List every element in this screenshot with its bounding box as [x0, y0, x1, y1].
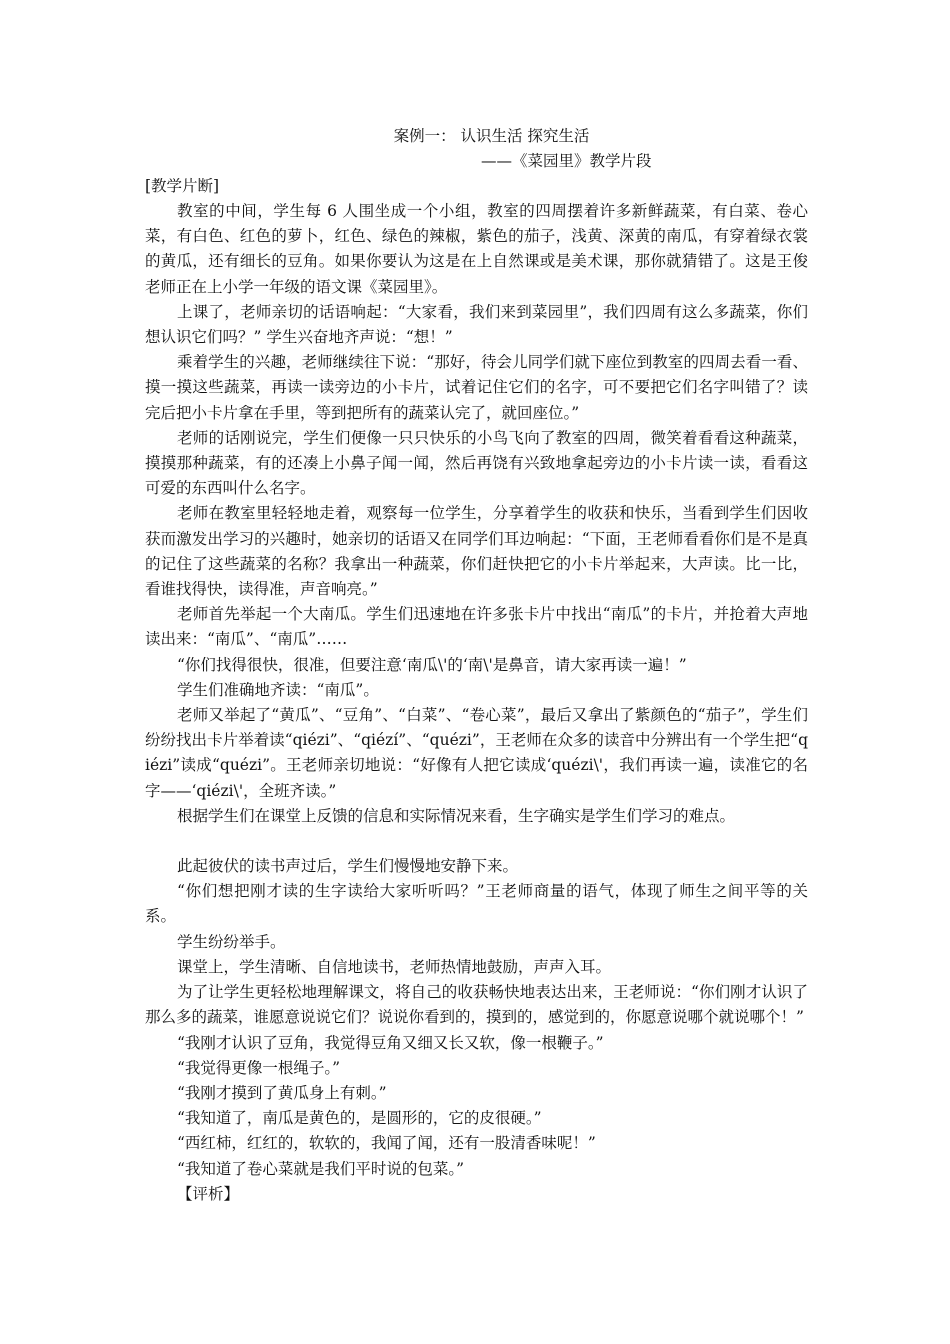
student-quote: “我刚才摸到了黄瓜身上有刺。” — [177, 1083, 387, 1102]
document-subtitle: ——《菜园里》教学片段 — [481, 152, 652, 170]
paragraph: “你们想把刚才读的生字读给大家听听吗？”王老师商量的语气，体现了师生之间平等的关系。 — [145, 882, 808, 926]
student-quote: “西红柿，红红的，软软的，我闻了闻，还有一股清香味呢！” — [177, 1134, 596, 1153]
paragraph: 老师在教室里轻轻地走着，观察每一位学生，分享着学生的收获和快乐，当看到学生们因收获而激发出学习的兴趣时，她亲切的话语又在同学们耳边响起：“下面，王老师看看你们是不是真的记住了这些蔬菜的名称？我拿出一种蔬菜，你们赶快把它的小卡片举起来，大声读。比一比，看谁找得快，读得准，声音响亮。” — [145, 504, 808, 599]
paragraph: 课堂上，学生清晰、自信地读书，老师热情地鼓励，声声入耳。 — [177, 957, 612, 976]
student-quote: “我刚才认识了豆角，我觉得豆角又细又长又软，像一根鞭子。” — [177, 1033, 604, 1052]
paragraph: 学生们准确地齐读：“南瓜”。 — [177, 680, 379, 699]
body-part-1 — [145, 199, 808, 829]
blank-line — [145, 829, 808, 854]
student-quotes — [145, 1031, 808, 1182]
paragraph: 为了让学生更轻松地理解课文，将自己的收获畅快地表达出来，王老师说：“你们刚才认识了那么多的蔬菜，谁愿意说说它们？说说你看到的，摸到的，感觉到的，你愿意说哪个就说哪个！” — [145, 983, 808, 1027]
document-page — [145, 124, 808, 1207]
paragraph: 老师首先举起一个大南瓜。学生们迅速地在许多张卡片中找出“南瓜”的卡片，并抢着大声地读出来：“南瓜”、“南瓜”…… — [145, 605, 808, 649]
paragraph: 乘着学生的兴趣，老师继续往下说：“那好，待会儿同学们就下座位到教室的四周去看一看、摸一摸这些蔬菜，再读一读旁边的小卡片，试着记住它们的名字，可不要把它们名字叫错了？读完后把小卡片拿在手里，等到把所有的蔬菜认完了，就回座位。” — [145, 353, 808, 422]
paragraph: 老师又举起了“黄瓜”、“豆角”、“白菜”、“卷心菜”，最后又拿出了紫颜色的“茄子”，学生们纷纷找出卡片举着读“qiézi”、“qiézí”、“quézi”，王老师在众多的读音中分辨出有一个学生把“qiézi”读成“quézi”。王老师亲切地说：“好像有人把它读成‘quézi\'，我们再读一遍，读准它的名字——‘qiézi\'，全班齐读。” — [145, 706, 808, 800]
paragraph: 老师的话刚说完，学生们便像一只只快乐的小鸟飞向了教室的四周，微笑着看看这种蔬菜，摸摸那种蔬菜，有的还凑上小鼻子闻一闻，然后再饶有兴致地拿起旁边的小卡片读一读，看看这可爱的东西叫什么名字。 — [145, 428, 808, 498]
paragraph: 根据学生们在课堂上反馈的信息和实际情况来看，生字确实是学生们学习的难点。 — [177, 806, 736, 825]
paragraph: “你们找得很快，很准，但要注意‘南瓜\'的‘南\'是鼻音，请大家再读一遍！” — [177, 655, 687, 674]
student-quote: “我知道了卷心菜就是我们平时说的包菜。” — [177, 1159, 465, 1178]
document-title: 案例一： 认识生活 探究生活 — [393, 127, 590, 145]
student-quote: “我觉得更像一根绳子。” — [177, 1058, 341, 1077]
student-quote: “我知道了，南瓜是黄色的，是圆形的，它的皮很硬。” — [177, 1109, 542, 1128]
paragraph: 上课了，老师亲切的话语响起：“大家看，我们来到菜园里”，我们四周有这么多蔬菜，你们想认识它们吗？” 学生兴奋地齐声说：“想！” — [145, 302, 808, 347]
body-part-2 — [145, 854, 808, 1030]
paragraph: 此起彼伏的读书声过后，学生们慢慢地安静下来。 — [177, 857, 519, 876]
section-label: [教学片断] — [145, 177, 220, 195]
review-label: 【评析】 — [177, 1184, 240, 1203]
paragraph: 学生纷纷举手。 — [177, 932, 286, 951]
paragraph: 教室的中间，学生每 6 人围坐成一个小组，教室的四周摆着许多新鲜蔬菜，有白菜、卷心菜，有白色、红色的萝卜，红色、绿色的辣椒，紫色的茄子，浅黄、深黄的南瓜，有穿着绿衣裳的黄瓜，还有细长的豆角。如果你要认为这是在上自然课或是美术课，那你就猜错了。这是王俊老师正在上小学一年级的语文课《菜园里》。 — [145, 202, 808, 296]
